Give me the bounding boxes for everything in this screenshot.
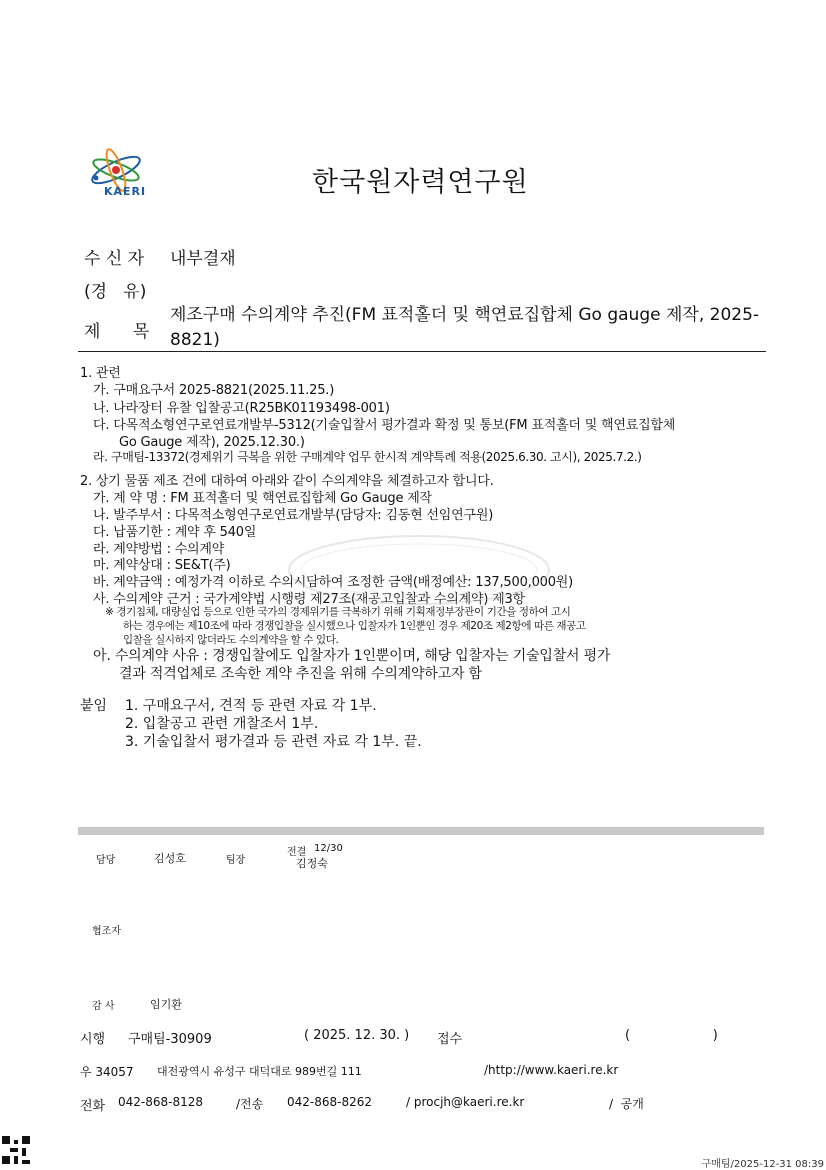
audit-label: 감 사 xyxy=(92,1001,115,1012)
via-label: (경 유) xyxy=(84,282,147,302)
section-1-title: 1. 관련 xyxy=(80,366,121,381)
qr-code-icon xyxy=(2,1136,30,1164)
note-line: 입찰을 실시하지 않더라도 수의계약을 할 수 있다. xyxy=(123,634,339,646)
section-1-item: 가. 구매요구서 2025-8821(2025.11.25.) xyxy=(93,383,335,398)
logo-text: KAERI xyxy=(104,185,147,198)
section-2-item: 가. 계 약 명 : FM 표적홀더 및 핵연료집합체 Go Gauge 제작 xyxy=(93,491,432,506)
postal-code: 우 34057 xyxy=(80,1065,134,1079)
section-1-item: 다. 다목적소형연구로연료개발부-5312(기술입찰서 평가결과 확정 및 통보(FM 표적홀더 및 핵연료집합체 xyxy=(93,418,676,433)
document-id: 구매팀/2025-12-31 08:39 xyxy=(701,1159,824,1170)
attachment-item: 1. 구매요구서, 견적 등 관련 자료 각 1부. xyxy=(125,698,377,714)
header-divider xyxy=(78,351,766,352)
section-2-item: 바. 계약금액 : 예정가격 이하로 수의시담하여 조정한 금액(배정예산: 137,500,000원) xyxy=(93,575,574,590)
reason-line: 아. 수의계약 사유 : 경쟁입찰에도 입찰자가 1인뿐이며, 해당 입찰자는 기술입찰서 평가 xyxy=(93,648,611,664)
attachments-label: 붙임 xyxy=(80,698,108,714)
approval-divider xyxy=(78,827,764,835)
attachment-item: 2. 입찰공고 관련 개찰조서 1부. xyxy=(125,716,319,732)
phone-label: 전화 xyxy=(80,1099,106,1114)
final-name: 김정숙 xyxy=(296,857,328,870)
final-date: 12/30 xyxy=(314,843,343,854)
exec-label: 시행 xyxy=(80,1032,106,1047)
address: 대전광역시 유성구 대덕대로 989번길 111 xyxy=(157,1065,362,1078)
recipient-label: 수 신 자 xyxy=(84,249,145,269)
section-2-item: 사. 수의계약 근거 : 국가계약법 시행령 제27조(재공고입찰과 수의계약) 제3항 xyxy=(93,592,525,607)
receipt-value: ( ) xyxy=(625,1028,718,1043)
section-2-item: 마. 계약상대 : SE&T(주) xyxy=(93,558,231,573)
kaeri-logo xyxy=(84,148,156,200)
attachment-item: 3. 기술입찰서 평가결과 등 관련 자료 각 1부. 끝. xyxy=(125,734,422,750)
section-1-item-cont: Go Gauge 제작), 2025.12.30.) xyxy=(119,435,305,450)
subject-value: 제조구매 수의계약 추진(FM 표적홀더 및 핵연료집합체 Go gauge 제작, 2025-8821) xyxy=(170,305,760,350)
email-link[interactable]: / procjh@kaeri.re.kr xyxy=(406,1095,525,1109)
section-1-item: 나. 나라장터 유찰 입찰공고(R25BK01193498-001) xyxy=(93,401,390,416)
final-label: 전결 xyxy=(287,847,307,858)
organization-name: 한국원자력연구원 xyxy=(312,167,529,198)
seal-watermark-icon xyxy=(284,530,554,610)
subject-label: 제 목 xyxy=(84,322,150,342)
recipient-value: 내부결재 xyxy=(170,249,236,269)
fax-number: 042-868-8262 xyxy=(287,1095,373,1109)
note-line: ※ 경기침체, 대량실업 등으로 인한 국가의 경제위기를 극복하기 위해 기획재정부장관이 기간을 정하여 고시 xyxy=(105,606,571,618)
staff-name: 김성호 xyxy=(154,852,186,865)
note-line: 하는 경우에는 제10조에 따라 경쟁입찰을 실시했으나 입찰자가 1인뿐인 경우 제20조 제2항에 따른 재공고 xyxy=(123,620,586,632)
fax-label: /전송 xyxy=(236,1097,264,1111)
staff-label: 담당 xyxy=(96,855,116,866)
disclosure-status: / 공개 xyxy=(609,1097,644,1111)
website-link[interactable]: /http://www.kaeri.re.kr xyxy=(484,1063,619,1077)
exec-number: 구매팀-30909 xyxy=(128,1032,212,1047)
lead-label: 팀장 xyxy=(226,855,246,866)
coop-label: 협조자 xyxy=(92,926,121,937)
audit-name: 임기환 xyxy=(150,998,182,1011)
seal-watermark xyxy=(284,530,554,610)
reason-line: 결과 적격업체로 조속한 계약 추진을 위해 수의계약하고자 함 xyxy=(119,666,482,682)
receipt-label: 접수 xyxy=(437,1032,463,1047)
phone-number: 042-868-8128 xyxy=(118,1095,204,1109)
section-2-item: 라. 계약방법 : 수의계약 xyxy=(93,542,225,557)
section-2-title: 2. 상기 물품 제조 건에 대하여 아래와 같이 수의계약을 체결하고자 합니다. xyxy=(80,474,494,489)
section-1-item: 라. 구매팀-13372(경제위기 극복을 위한 구매계약 업무 한시적 계약특례 적용(2025.6.30. 고시), 2025.7.2.) xyxy=(93,450,642,464)
section-2-item: 다. 납품기한 : 계약 후 540일 xyxy=(93,525,257,540)
exec-date: ( 2025. 12. 30. ) xyxy=(304,1028,410,1043)
section-2-item: 나. 발주부서 : 다목적소형연구로연료개발부(담당자: 김동현 선임연구원) xyxy=(93,508,494,523)
